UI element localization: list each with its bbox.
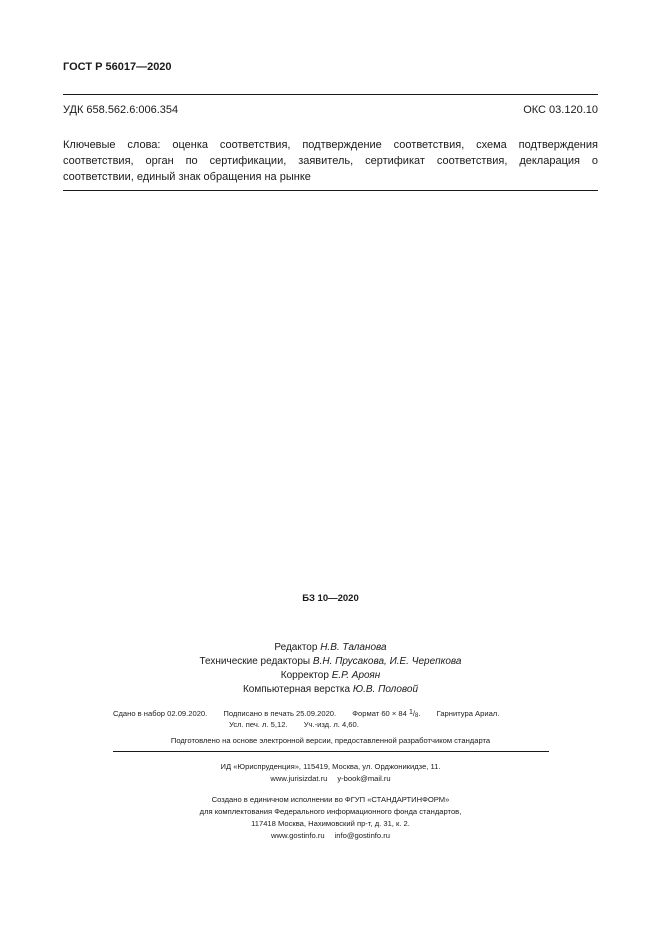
layout-label: Компьютерная верстка [242,684,351,695]
keywords-divider [63,190,598,191]
creator-site-link[interactable]: www.gostinfo.ru [270,831,325,840]
publisher-divider [113,751,549,752]
prepared-note: Подготовлено на основе электронной версии, предоставленной разработчиком стандарта [170,736,491,745]
publisher-address: ИД «Юриспруденция», 115419, Москва, ул. Орджоникидзе, 11. [220,762,441,771]
credits-block [0,641,661,697]
standard-number: ГОСТ Р 56017—2020 [63,61,172,73]
publisher-email-link[interactable]: y-book@mail.ru [337,774,391,783]
creator-email-link[interactable]: info@gostinfo.ru [334,831,391,840]
creator-line-2: для комплектования Федерального информационного фонда стандартов, [199,807,462,816]
publication-line-2 [229,719,359,731]
corrector-line [0,669,661,683]
font-info: Гарнитура Ариал. [436,709,500,718]
creator-address-block [0,818,661,842]
editor-label: Редактор [274,642,318,653]
bz-number: БЗ 10—2020 [302,593,359,604]
corrector-name: Е.Р. Ароян [331,670,381,681]
print-date: Подписано в печать 25.09.2020. [223,709,337,718]
tech-editors-label: Технические редакторы [199,656,311,667]
publisher-block [0,761,661,785]
editor-name: Н.В. Таланова [320,642,387,653]
layout-line [0,683,661,697]
tech-editors-names: В.Н. Прусакова, И.Е. Черепкова [312,656,462,667]
tech-editors-line [0,655,661,669]
keywords-paragraph: Ключевые слова: оценка соответствия, подтверждение соответствия, схема подтверждения соответствия, орган по сертификации, заявитель, сертификат соответствия, декларация о соответствии, единый знак обращения на рынке [63,139,598,183]
udk-code: УДК 658.562.6:006.354 [63,104,179,116]
creator-line-1: Создано в единичном исполнении во ФГУП «СТАНДАРТИНФОРМ» [211,795,450,804]
set-date: Сдано в набор 02.09.2020. [113,709,208,718]
corrector-label: Корректор [280,670,329,681]
publisher-site-link[interactable]: www.jurisizdat.ru [270,774,328,783]
oks-code: ОКС 03.120.10 [523,104,598,116]
creator-block [0,794,661,818]
format-numerator: 1 [409,709,413,716]
layout-name: Ю.В. Половой [352,684,419,695]
creator-contacts [0,830,661,842]
format: Формат 60 × 84 $^1/_8$. [352,709,421,719]
format-denominator: 8 [415,713,419,719]
creator-address: 117418 Москва, Нахимовский пр-т, д. 31, к. 2. [251,819,410,828]
editor-line [0,641,661,655]
header-divider [63,94,598,95]
publishing-sheets: Уч.-изд. л. 4,60. [303,720,359,729]
print-sheets: Усл. печ. л. 5,12. [229,720,288,729]
publisher-contacts [0,773,661,785]
